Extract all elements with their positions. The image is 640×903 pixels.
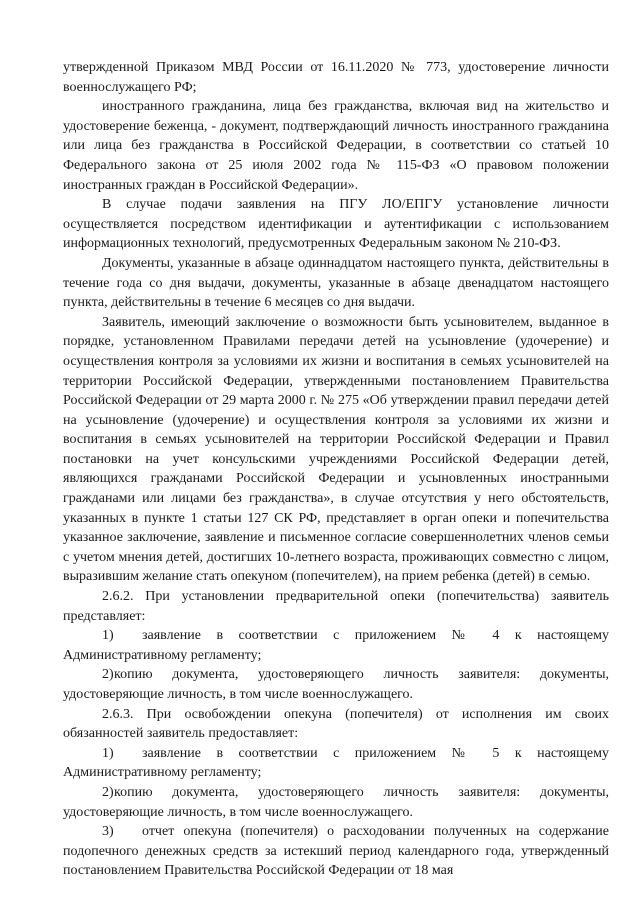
- list-b-item-2: [63, 783, 609, 822]
- list-b-item-3-text: отчет опекуна (попечителя) о расходовании полученных на содержание подопечного денежных средств за истекший период календарного года, утвержденный постановлением Правительства Российской Федерации от 18 мая: [63, 824, 609, 879]
- list-a-item-2-number: 2): [102, 667, 114, 683]
- list-b-item-1-number: 1): [102, 745, 114, 761]
- list-a-item-2: [63, 665, 609, 704]
- list-b-item-1-text: заявление в соответствии с приложением № 5 к настоящему Административному регламенту;: [63, 745, 609, 781]
- list-b-item-2-text: копию документа, удостоверяющего личность заявителя: документы, удостоверяющие личность, в том числе военнослужащего.: [63, 784, 609, 820]
- paragraph-id-document-ref: утвержденной Приказом МВД России от 16.11.2020 № 773, удостоверение личности военнослужащего РФ;: [63, 60, 609, 95]
- paragraph-online-identification: В случае подачи заявления на ПГУ ЛО/ЕПГУ установление личности осуществляется посредством идентификации и аутентификации с использованием информационных технологий, предусмотренных Федеральным законом № 210-ФЗ.: [63, 197, 609, 252]
- list-b-item-3-number: 3): [102, 824, 114, 840]
- paragraph-section-2-6-2: 2.6.2. При установлении предварительной опеки (попечительства) заявитель представляет:: [63, 589, 609, 624]
- paragraph-section-2-6-3: 2.6.3. При освобождении опекуна (попечителя) от исполнения им своих обязанностей заявитель предоставляет:: [63, 706, 609, 742]
- paragraph-adopter-conclusion: Заявитель, имеющий заключение о возможности быть усыновителем, выданное в порядке, установленном Правилами передачи детей на усыновление (удочерение) и осуществления контроля за условиями их жизни и воспитания в семьях усыновителей на территории Российской Федерации, утвержденными постановлением Правительства Российской Федерации от 29 марта 2000 г. № 275 «Об утверждении правил передачи детей на усыновление (удочерение) и осуществления контроля за условиями их жизни и воспитания в семьях усыновителей на территории Российской Федерации и Правил постановки на учет консульскими учреждениями Российской Федерации детей, являющихся гражданами Российской Федерации и усыновленных иностранными гражданами или лицами без гражданства», в случае отсутствия у него обстоятельств, указанных в пункте 1 статьи 127 СК РФ, представляет в орган опеки и попечительства указанное заключение, заявление и письменное согласие совершеннолетних членов семьи с учетом мнения детей, достигших 10-летнего возраста, проживающих совместно с лицом, выразившим желание стать опекуном (попечителем), на прием ребенка (детей) в семью.: [63, 314, 609, 585]
- list-a-item-1: [63, 626, 609, 665]
- list-b-item-3: [63, 822, 609, 881]
- paragraph-document-validity: Документы, указанные в абзаце одиннадцатом настоящего пункта, действительны в течение года со дня выдачи, документы, указанные в абзаце двенадцатом настоящего пункта, действительны в течение 6 месяцев со дня выдачи.: [63, 255, 609, 311]
- list-a-item-1-number: 1): [102, 628, 114, 644]
- list-a-item-2-text: копию документа, удостоверяющего личность заявителя: документы, удостоверяющие личность, в том числе военнослужащего.: [63, 667, 609, 702]
- list-a-item-1-text: заявление в соответствии с приложением № 4 к настоящему Административному регламенту;: [63, 628, 609, 663]
- paragraph-foreign-citizen-id: иностранного гражданина, лица без гражданства, включая вид на жительство и удостоверение беженца, - документ, подтверждающий личность иностранного гражданина или лица без гражданства в Российской Федерации, в соответствии со статьей 10 Федерального закона от 25 июля 2002 года № 115-ФЗ «О правовом положении иностранных граждан в Российской Федерации».: [63, 99, 609, 193]
- list-b-item-1: [63, 744, 609, 783]
- list-b-item-2-number: 2): [102, 784, 114, 800]
- document-page: [63, 58, 609, 881]
